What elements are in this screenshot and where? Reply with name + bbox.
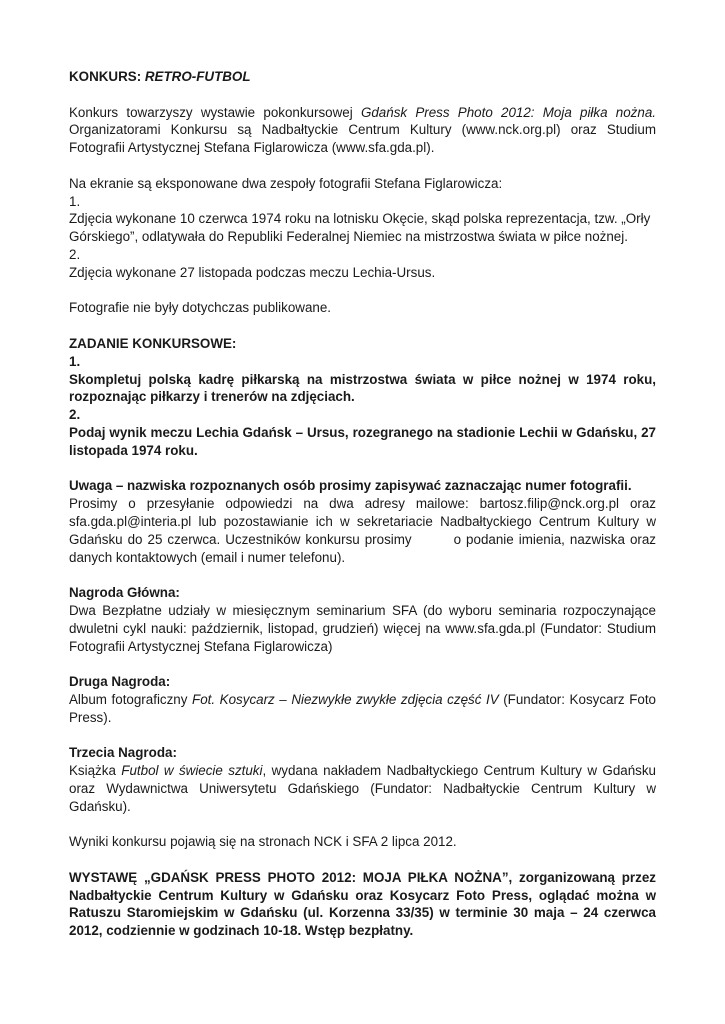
album-title: Fot. Kosycarz – Niezwykłe zwykłe zdjęcia część IV xyxy=(192,691,499,707)
document-page xyxy=(69,68,656,940)
prize-1-heading: Nagroda Główna: xyxy=(69,585,180,601)
task-heading: ZADANIE KONKURSOWE: xyxy=(69,335,237,351)
task-2-text: Podaj wynik meczu Lechia Gdańsk – Ursus, rozegranego na stadionie Lechii w Gdańsku, 27 listopada 1974 roku. xyxy=(69,424,656,458)
note-warning: Uwaga – nazwiska rozpoznanych osób prosimy zapisywać zaznaczając numer fotografii. xyxy=(69,478,632,494)
exhibition-title: Gdańsk Press Photo 2012: Moja piłka nożna. xyxy=(360,104,656,120)
exhibition-closing: WYSTAWĘ „GDAŃSK PRESS PHOTO 2012: MOJA PIŁKA NOŻNA”, zorganizowaną przez Nadbałtyckie Centrum Kultury w Gdańsku oraz Kosycarz Foto Press, oglądać można w Ratuszu Staromiejskim w Gdańsku (ul. Korzenna 33/35) w terminie 30 maja – 24 czerwca 2012, codziennie w godzinach 10-18. Wstęp bezpłatny. xyxy=(69,869,656,939)
prize-2-heading: Druga Nagroda: xyxy=(69,674,171,690)
sets-intro: Na ekranie są eksponowane dwa zespoły fotografii Stefana Figlarowicza: xyxy=(69,175,503,191)
task-1-text: Skompletuj polską kadrę piłkarską na mistrzostwa świata w piłce nożnej w 1974 roku, rozpoznając piłkarzy i trenerów na zdjęciach. xyxy=(69,371,656,405)
results-note: Wyniki konkursu pojawią się na stronach NCK i SFA 2 lipca 2012. xyxy=(69,834,457,850)
intro-paragraph: Konkurs towarzyszy wystawie pokonkursowej Gdańsk Press Photo 2012: Moja piłka nożna. Organizatorami Konkursu są Nadbałtyckie Centrum Kultury (www.nck.org.pl) oraz Studium Fotografii Artystycznej Stefana Figlarowicza (www.sfa.gda.pl). xyxy=(69,104,656,156)
task-1-number: 1. xyxy=(69,353,81,369)
prize-3-text: Książka Futbol w świecie sztuki, wydana nakładem Nadbałtyckiego Centrum Kultury w Gdańsku oraz Wydawnictwa Uniwersytetu Gdańskiego (Fundator: Nadbałtyckie Centrum Kultury w Gdańsku). xyxy=(69,763,657,814)
competition-name: RETRO-FUTBOL xyxy=(144,69,251,84)
set-2-description: Zdjęcia wykonane 27 listopada podczas meczu Lechia-Ursus. xyxy=(69,264,436,280)
task-2-number: 2. xyxy=(69,407,81,423)
prize-2-text: Album fotograficzny Fot. Kosycarz – Niezwykłe zwykłe zdjęcia część IV (Fundator: Kosycarz Foto Press). xyxy=(69,691,656,725)
book-title: Futbol w świecie sztuki xyxy=(121,763,263,779)
set-1-number: 1. xyxy=(69,193,81,209)
prize-1-text: Dwa Bezpłatne udziały w miesięcznym seminarium SFA (do wyboru seminaria rozpoczynające dwuletni cykl nauki: październik, listopad, grudzień) więcej na www.sfa.gda.pl (Fundator: Studium Fotografii Artystycznej Stefana Figlarowicza) xyxy=(69,602,656,654)
note-instructions: Prosimy o przesyłanie odpowiedzi na dwa adresy mailowe: bartosz.filip@nck.org.pl oraz sfa.gda.pl@interia.pl lub pozostawianie ich w sekretariacie Nadbałtyckiego Centrum Kultury w Gdańsku do 25 czerwca. Uczestników konkursu prosimy o podanie imienia, nazwiska oraz danych kontaktowych (email i numer telefonu). xyxy=(69,496,656,565)
document-title: KONKURS: RETRO-FUTBOL xyxy=(69,69,251,84)
unpublished-note: Fotografie nie były dotychczas publikowane. xyxy=(69,300,332,316)
prize-3-heading: Trzecia Nagroda: xyxy=(69,745,177,761)
set-2-number: 2. xyxy=(69,246,81,262)
set-1-description: Zdjęcia wykonane 10 czerwca 1974 roku na lotnisku Okęcie, skąd polska reprezentacja, tzw. „Orły Górskiego”, odlatywała do Republiki Federalnej Niemiec na mistrzostwa świata w piłce nożnej. xyxy=(69,211,651,245)
